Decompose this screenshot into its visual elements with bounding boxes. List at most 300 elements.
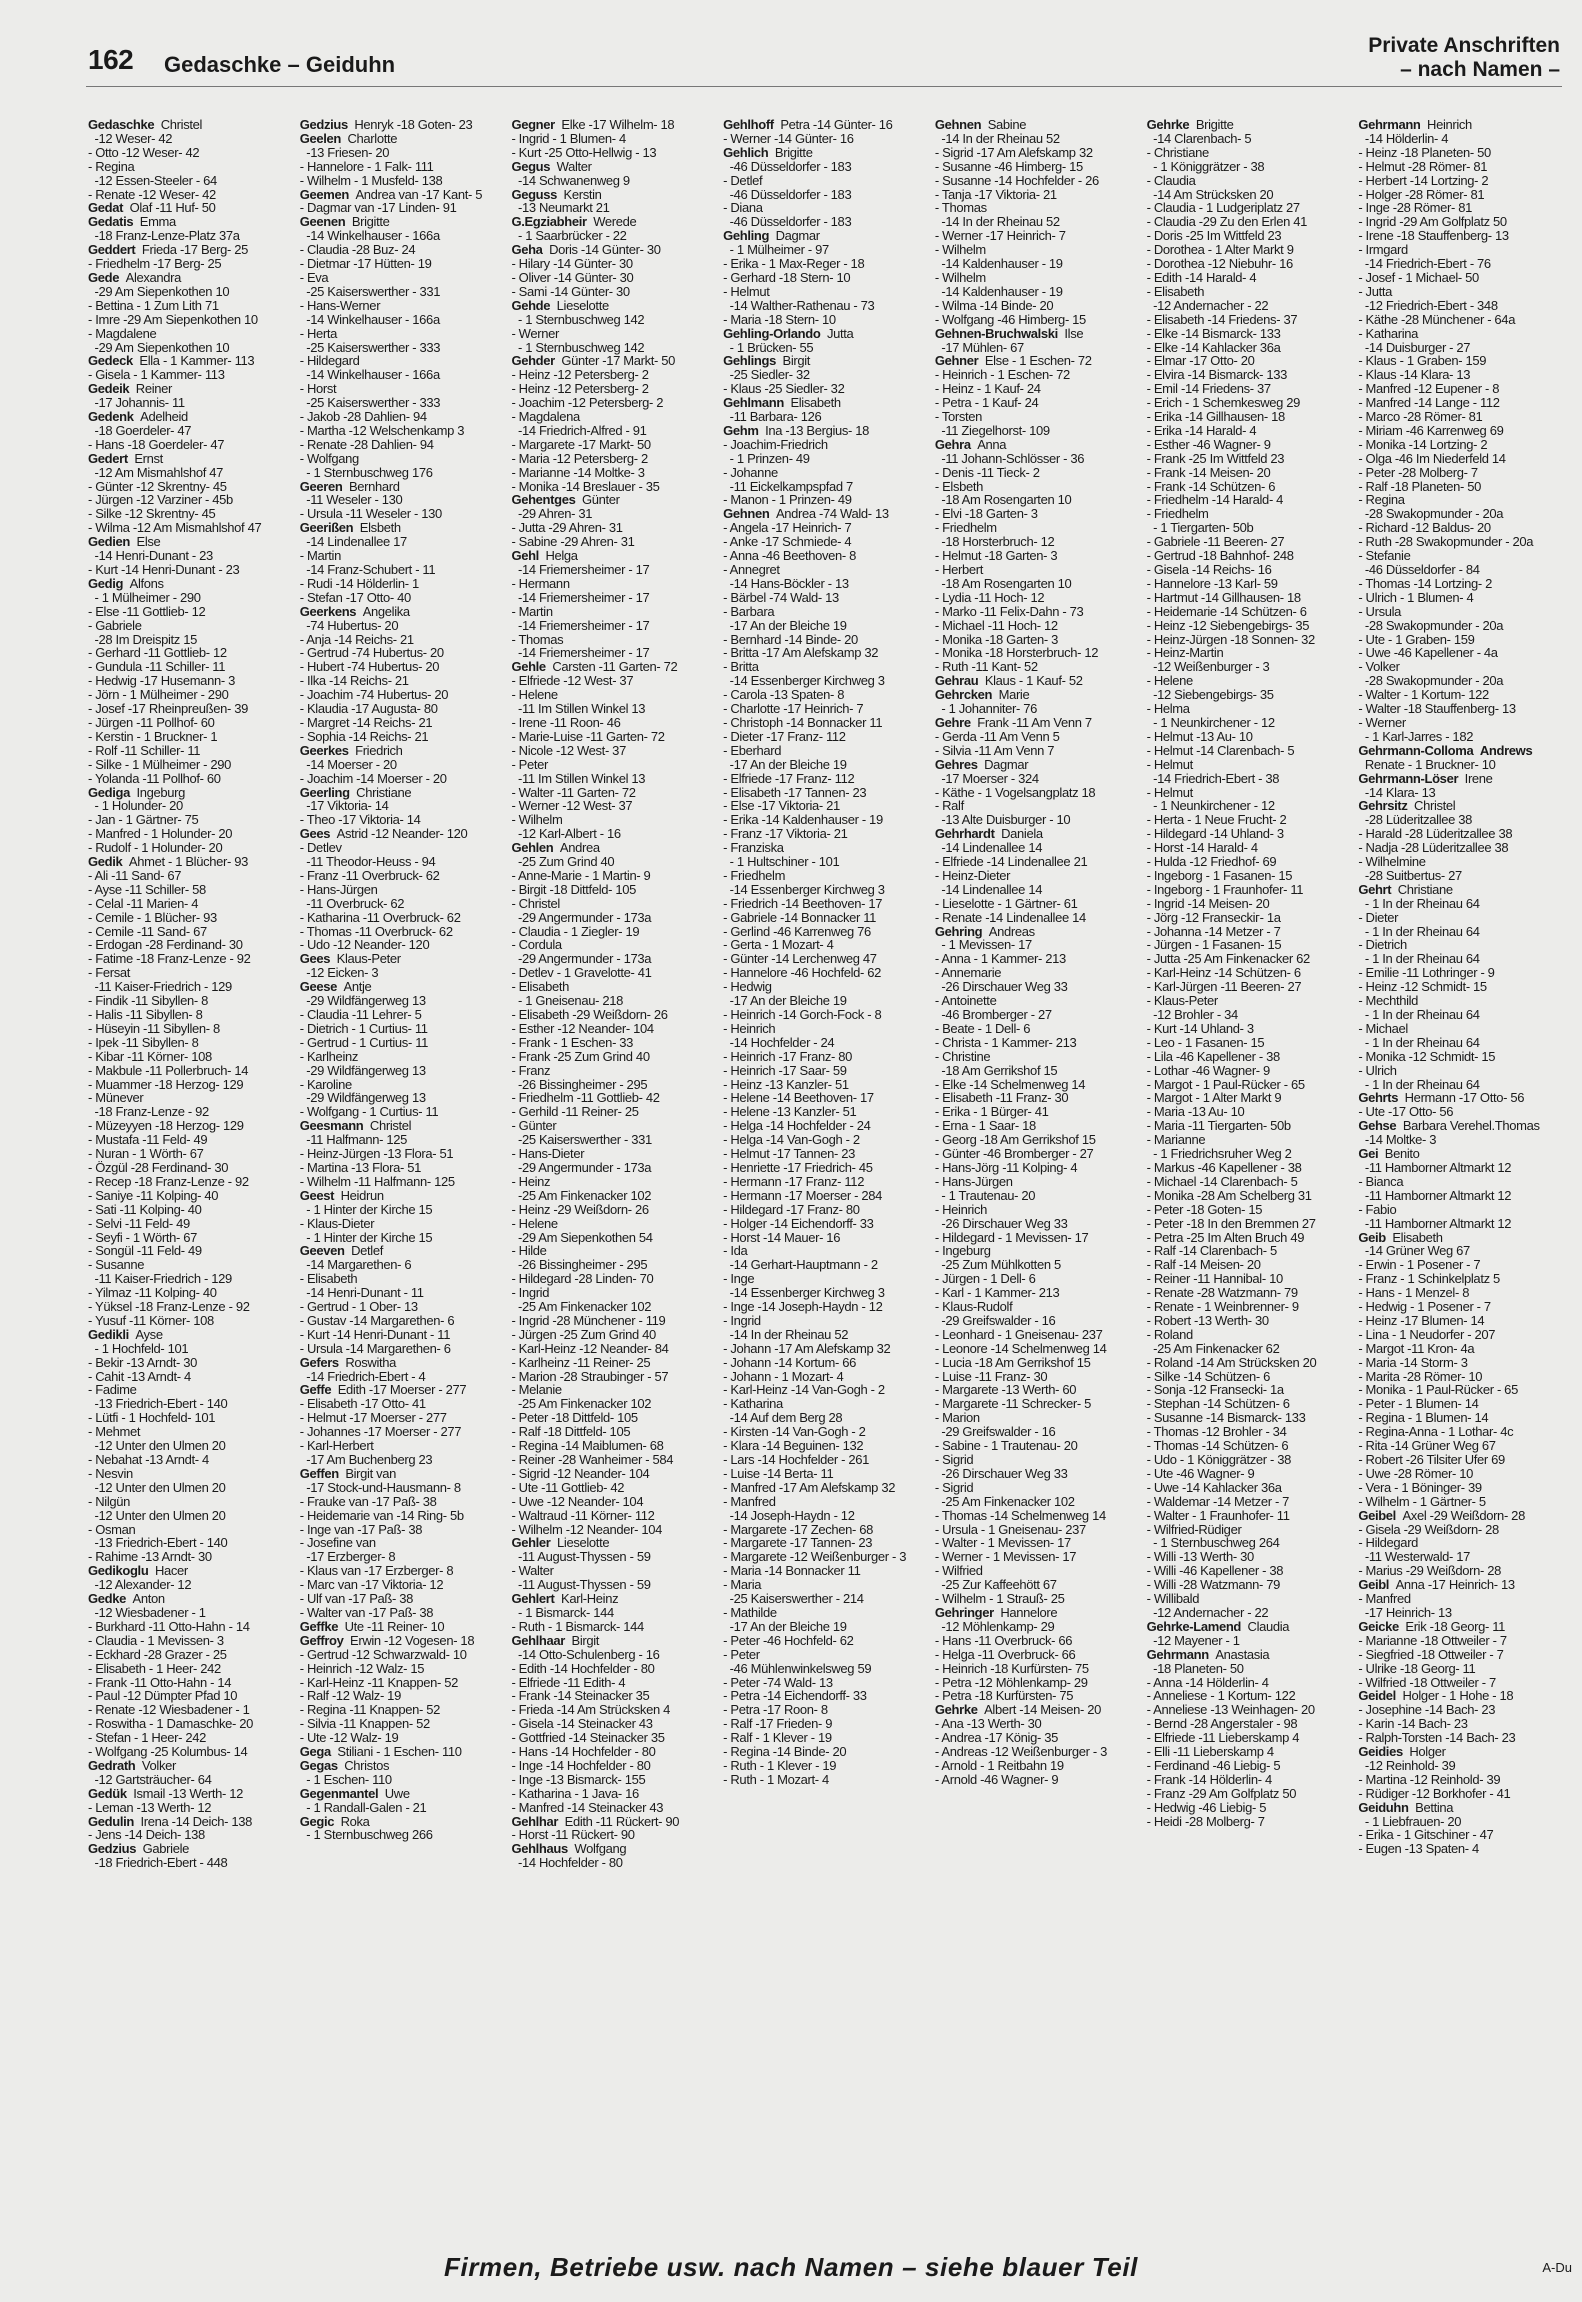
directory-entry: - Fersat (88, 965, 130, 981)
directory-entry: - Karl-Heinz -14 Van-Gogh - 2 (723, 1382, 885, 1398)
directory-entry: - Ralf - 1 Klever - 19 (723, 1730, 832, 1746)
directory-entry: - Fatime -18 Franz-Lenze - 92 (88, 951, 251, 967)
directory-entry: - Jutta -25 Am Finkenacker 62 (1146, 951, 1310, 967)
directory-entry: - Hilde (511, 1243, 547, 1259)
directory-entry: - Peter -18 In den Bremmen 27 (1146, 1215, 1316, 1231)
directory-entry: Geguss Kerstin (511, 186, 602, 202)
directory-entry: Gedke Anton (88, 1591, 165, 1607)
directory-entry: - Songül -11 Feld- 49 (88, 1243, 202, 1259)
directory-entry: - Elfriede -11 Lieberskamp 4 (1146, 1730, 1300, 1746)
directory-entry: - Walter - 1 Kortum- 122 (1358, 687, 1489, 703)
directory-entry: - Ute -46 Wagner- 9 (1146, 1465, 1255, 1481)
directory-entry: - 1 In der Rheinau 64 (1358, 1034, 1480, 1050)
directory-entry: -13 Alte Duisburger - 10 (934, 812, 1071, 828)
directory-entry: - Christiane (1146, 144, 1209, 160)
directory-entry: - Heinz -17 Blumen- 14 (1358, 1312, 1485, 1328)
directory-entry: - Yilmaz -11 Kolping- 40 (88, 1285, 217, 1301)
directory-entry: - Ayse -11 Schiller- 58 (88, 881, 206, 897)
directory-entry: -29 Am Siepenkothen 54 (511, 1229, 653, 1245)
directory-entry: - Jürgen -11 Pollhof- 60 (88, 714, 215, 730)
directory-entry: -14 Joseph-Haydn - 12 (723, 1507, 855, 1523)
directory-entry: - Willi -13 Werth- 30 (1146, 1549, 1254, 1565)
directory-entry: Geibl Anna -17 Heinrich- 13 (1358, 1577, 1515, 1593)
directory-entry: - Ute -17 Otto- 56 (1358, 1104, 1454, 1120)
directory-entry: -26 Dirschauer Weg 33 (934, 1465, 1068, 1481)
directory-entry: -14 Essenberger Kirchweg 3 (723, 1285, 885, 1301)
directory-entry: -17 An der Bleiche 19 (723, 993, 847, 1009)
directory-entry: - Susanne -14 Hochfelder - 26 (934, 172, 1099, 188)
directory-entry: - Heinz -13 Kanzler- 51 (723, 1076, 849, 1092)
directory-entry: - Jürgen - 1 Fasanen- 15 (1146, 937, 1282, 953)
directory-entry: - 1 Neunkirchener - 12 (1146, 714, 1275, 730)
directory-entry: -14 Moerser - 20 (299, 756, 397, 772)
directory-entry: - Yüksel -18 Franz-Lenze - 92 (88, 1299, 250, 1315)
directory-entry: - Silke -12 Skrentny- 45 (88, 506, 216, 522)
directory-entry: - Heinz-Jürgen -18 Sonnen- 32 (1146, 631, 1315, 647)
directory-entry: Gedzius Henryk -18 Goten- 23 (299, 118, 473, 132)
directory-entry: - Ida (723, 1243, 748, 1259)
directory-entry: - Jutta -29 Ahren- 31 (511, 520, 623, 536)
directory-entry: - Regina (88, 158, 135, 174)
directory-entry: - Walter -11 Garten- 72 (511, 784, 636, 800)
directory-entry: - Wilhelm - 1 Strauß- 25 (934, 1591, 1065, 1607)
directory-entry: - Bernhard -14 Binde- 20 (723, 631, 858, 647)
directory-entry: - Cemile - 1 Blücher- 93 (88, 909, 217, 925)
directory-entry: Gedikoglu Hacer (88, 1563, 188, 1579)
directory-entry: - 1 Königgrätzer - 38 (1146, 158, 1265, 174)
directory-entry: Gedatis Emma (88, 214, 176, 230)
directory-entry: - 1 Hinter der Kirche 15 (299, 1201, 433, 1217)
directory-entry: - Gerda -11 Am Venn 5 (934, 728, 1060, 744)
directory-entry: -18 Am Rosengarten 10 (934, 575, 1072, 591)
footer-note: Firmen, Betriebe usw. nach Namen – siehe blauer Teil (444, 2252, 1138, 2282)
directory-entry: - Josef -17 Rheinpreußen- 39 (88, 701, 249, 717)
directory-entry: - Waldemar -14 Metzer - 7 (1146, 1493, 1290, 1509)
directory-entry: - Robert -26 Tilsiter Ufer 69 (1358, 1452, 1505, 1467)
directory-entry: - Anja -14 Reichs- 21 (299, 631, 414, 647)
directory-entry: Gehm Ina -13 Bergius- 18 (723, 422, 870, 438)
directory-entry: - Margot - 1 Paul-Rücker - 65 (1146, 1076, 1305, 1092)
directory-entry: -14 Friedrich-Ebert - 76 (1358, 256, 1491, 272)
directory-entry: -12 Weser- 42 (88, 130, 173, 146)
directory-entry: -17 Mühlen- 67 (934, 339, 1024, 355)
directory-entry: -29 Wildfängerweg 13 (299, 993, 426, 1009)
directory-entry: - Hans-Jürgen (299, 881, 378, 897)
directory-entry: - Wilhelm - 1 Gärtner- 5 (1358, 1493, 1486, 1509)
directory-entry: Gehrsitz Christel (1358, 798, 1456, 814)
directory-entry: Gegas Christos (299, 1757, 390, 1773)
directory-entry: - Jürgen -12 Varziner - 45b (88, 492, 233, 508)
directory-entry: - Günter -12 Skrentny- 45 (88, 478, 227, 494)
directory-entry: - Yusuf -11 Körner- 108 (88, 1312, 214, 1328)
directory-entry: -11 Overbruck- 62 (299, 895, 405, 911)
directory-entry: - Christine (934, 1048, 991, 1064)
directory-entry: Geesmann Christel (299, 1118, 412, 1134)
directory-entry: Gehlert Karl-Heinz (511, 1591, 619, 1607)
directory-entry: - Helmut -28 Römer- 81 (1358, 158, 1488, 174)
directory-entry: - Silke -14 Schützen- 6 (1146, 1368, 1271, 1384)
directory-entry: - Holger -14 Eichendorff- 33 (723, 1215, 874, 1231)
directory-entry: - Monika -12 Schmidt- 15 (1358, 1048, 1496, 1064)
directory-entry: -14 Hochfelder - 80 (511, 1855, 623, 1871)
directory-entry: - Horst -11 Rückert- 90 (511, 1827, 635, 1843)
directory-entry: - Hannelore - 1 Falk- 111 (299, 158, 434, 174)
directory-entry: -11 Kaiser-Friedrich - 129 (88, 1271, 232, 1287)
directory-entry: - 1 Brücken- 55 (723, 339, 814, 355)
directory-entry: - Michael (1358, 1020, 1408, 1036)
directory-entry: -12 Mayener - 1 (1146, 1632, 1240, 1648)
directory-entry: - Ulrich - 1 Blumen- 4 (1358, 589, 1474, 605)
directory-entry: -12 Karl-Albert - 16 (511, 826, 621, 842)
directory-entry: - Margarete -17 Zechen- 68 (723, 1521, 874, 1537)
directory-entry: - Else -11 Gottlieb- 12 (88, 603, 206, 619)
directory-entry: - Mehmet (88, 1424, 141, 1440)
directory-entry: - Ralph-Torsten -14 Bach- 23 (1358, 1730, 1516, 1746)
directory-entry: - Elisabeth (1146, 283, 1205, 299)
directory-entry: -14 Henri-Dunant - 11 (299, 1285, 424, 1301)
directory-entry: - Klaus - 1 Graben- 159 (1358, 353, 1487, 369)
directory-entry: Gedat Olaf -11 Huf- 50 (88, 200, 216, 216)
directory-entry: - Inge -13 Bismarck- 155 (511, 1771, 646, 1787)
directory-entry: - 1 Mevissen- 17 (934, 937, 1032, 953)
directory-entry: - Josephine -14 Bach- 23 (1358, 1702, 1496, 1718)
directory-entry: - Helmut -17 Moerser - 277 (299, 1410, 447, 1426)
directory-entry: -17 An der Bleiche 19 (723, 756, 847, 772)
directory-entry: - Heinrich -12 Walz- 15 (299, 1660, 425, 1676)
directory-entry: - Helene -13 Kanzler- 51 (723, 1104, 857, 1120)
directory-entry: - Michael -11 Hoch- 12 (934, 617, 1058, 633)
directory-entry: - Nadja -28 Lüderitzallee 38 (1358, 840, 1509, 856)
directory-entry: - Wilhelm - 1 Musfeld- 138 (299, 172, 443, 188)
directory-entry: Gehle Carsten -11 Garten- 72 (511, 659, 678, 675)
directory-entry: Gegus Walter (511, 158, 592, 174)
directory-entry: - Manfred -12 Eupener - 8 (1358, 381, 1500, 397)
directory-entry: - 1 Karl-Jarres - 182 (1358, 728, 1474, 744)
directory-entry: -29 Greifswalder - 16 (934, 1312, 1056, 1328)
directory-entry: - Elisabeth -17 Otto- 41 (299, 1396, 426, 1412)
page-number: 162 (88, 44, 134, 75)
directory-entry: - Wilfried -18 Ottweiler - 7 (1358, 1674, 1496, 1690)
directory-entry: - Ruth -28 Swakopmunder - 20a (1358, 534, 1534, 550)
directory-entry: Gehlhaar Birgit (511, 1632, 600, 1648)
directory-entry: - Jakob -28 Dahlien- 94 (299, 409, 427, 425)
directory-entry: -14 Henri-Dunant - 23 (88, 548, 213, 564)
directory-entry: -46 Düsseldorfer - 183 (723, 158, 852, 174)
directory-entry: - Helmut (1146, 784, 1193, 800)
directory-entry: Gedzius Gabriele (88, 1841, 189, 1857)
directory-entry: - Heinz -18 Planeten- 50 (1358, 144, 1491, 160)
directory-entry: - Friedhelm -11 Gottlieb- 42 (511, 1090, 660, 1106)
directory-entry: Gegner Elke -17 Wilhelm- 18 (511, 118, 675, 132)
directory-entry: - Arnold -46 Wagner- 9 (934, 1771, 1059, 1787)
directory-entry: - 1 Randall-Galen - 21 (299, 1799, 427, 1815)
directory-entry: - Volker (1358, 659, 1400, 675)
directory-entry: Geffroy Erwin -12 Vogesen- 18 (299, 1632, 475, 1648)
directory-entry: - Sigrid (934, 1452, 974, 1467)
directory-entry: - Gerta - 1 Mozart- 4 (723, 937, 834, 953)
directory-entry: Geddert Frieda -17 Berg- 25 (88, 242, 249, 258)
directory-entry: - Wilfried (934, 1563, 983, 1579)
directory-entry: - Franz -11 Overbruck- 62 (299, 867, 440, 883)
directory-entry: - Irene -18 Stauffenberg- 13 (1358, 228, 1509, 244)
directory-entry: - Helene (511, 1215, 558, 1231)
directory-entry: - Joachim -14 Moerser - 20 (299, 770, 447, 786)
directory-entry: - Ruth -11 Kant- 52 (934, 659, 1038, 675)
directory-entry: -28 Lüderitzallee 38 (1358, 812, 1473, 828)
directory-entry: - Dagmar van -17 Linden- 91 (299, 200, 457, 216)
directory-entry: - Bekir -13 Arndt- 30 (88, 1354, 197, 1370)
directory-entry: -25 Kaiserswerther - 333 (299, 395, 441, 411)
directory-entry: -28 Swakopmunder - 20a (1358, 506, 1504, 522)
directory-entry: - Gisela - 1 Kammer- 113 (88, 367, 225, 383)
directory-entry: - Christa - 1 Kammer- 213 (934, 1034, 1077, 1050)
directory-entry: Geha Doris -14 Günter- 30 (511, 242, 661, 258)
directory-entry: Gehl Helga (511, 548, 578, 564)
directory-entry: - Ingrid (511, 1285, 550, 1301)
directory-entry: - Karoline (299, 1076, 352, 1092)
directory-entry: - Selvi -11 Feld- 49 (88, 1215, 190, 1231)
directory-entry: - Elisabeth (299, 1271, 358, 1287)
directory-entry: - Cahit -13 Arndt- 4 (88, 1368, 191, 1384)
directory-entry: - Karlheinz -11 Reiner- 25 (511, 1354, 651, 1370)
directory-entry: - Klaus-Peter (1146, 993, 1218, 1009)
directory-entry: - Manfred (723, 1493, 776, 1509)
directory-entry: - Josef - 1 Michael- 50 (1358, 269, 1479, 285)
directory-entry: -12 Eicken- 3 (299, 965, 379, 981)
directory-entry: -14 Grüner Weg 67 (1358, 1243, 1470, 1259)
directory-entry: - Sami -14 Günter- 30 (511, 283, 630, 299)
directory-entry: - 1 In der Rheinau 64 (1358, 1076, 1480, 1092)
directory-entry: - Renate - 1 Weinbrenner- 9 (1146, 1299, 1299, 1315)
directory-entry: Gedikli Ayse (88, 1326, 163, 1342)
directory-entry: - Klaus-Dieter (299, 1215, 375, 1231)
directory-entry: - Erika - 1 Gitschiner - 47 (1358, 1827, 1494, 1843)
directory-entry: - Marion -28 Straubinger - 57 (511, 1368, 669, 1384)
directory-entry: - Maria (723, 1577, 762, 1593)
directory-entry: - Elfriede -17 Franz- 112 (723, 770, 855, 786)
directory-entry: - 1 In der Rheinau 64 (1358, 951, 1480, 967)
directory-entry: -14 Am Strücksken 20 (1146, 186, 1274, 202)
directory-entry: - Elfriede -11 Edith- 4 (511, 1674, 626, 1690)
directory-entry: - Sabine -29 Ahren- 31 (511, 534, 635, 550)
directory-entry: - Elfriede -14 Lindenallee 21 (934, 854, 1088, 870)
directory-entry: - Heinrich (723, 1020, 776, 1036)
directory-entry: - Recep -18 Franz-Lenze - 92 (88, 1173, 249, 1189)
directory-entry: -14 Kaldenhauser - 19 (934, 283, 1063, 299)
directory-entry: - Werner - 1 Mevissen- 17 (934, 1549, 1077, 1565)
directory-entry: - Udo -12 Neander- 120 (299, 937, 430, 953)
directory-entry: -11 Hamborner Altmarkt 12 (1358, 1187, 1512, 1203)
directory-entry: - Kurt -25 Otto-Hellwig - 13 (511, 144, 657, 160)
directory-entry: - Susanne -46 Himberg- 15 (934, 158, 1083, 174)
directory-entry: - Thomas -12 Brohler - 34 (1146, 1424, 1287, 1440)
directory-entry: - Helene -14 Beethoven- 17 (723, 1090, 874, 1106)
directory-entry: -25 Am Finkenacker 102 (511, 1187, 652, 1203)
directory-entry: - Heinz -29 Weißdorn- 26 (511, 1201, 649, 1217)
directory-entry: - 1 Mülheimer - 97 (723, 242, 829, 258)
directory-entry: - Anne-Marie - 1 Martin- 9 (511, 867, 651, 883)
directory-entry: - Erich - 1 Schemkesweg 29 (1146, 395, 1301, 411)
directory-entry: Geerling Christiane (299, 784, 412, 800)
directory-entry: Geidies Holger (1358, 1744, 1446, 1760)
directory-entry: -12 Gartsträucher- 64 (88, 1771, 212, 1787)
directory-entry: - Hannelore -13 Karl- 59 (1146, 575, 1278, 591)
directory-entry: - Hildegard -14 Uhland- 3 (1146, 826, 1284, 842)
directory-entry: - Eugen -13 Spaten- 4 (1358, 1841, 1479, 1857)
directory-entry: - Dieter (1358, 909, 1399, 925)
directory-entry: -29 Angermunder - 173a (511, 909, 652, 925)
directory-entry: - Miriam -46 Karrenweg 69 (1358, 422, 1504, 438)
directory-entry: Geerkes Friedrich (299, 742, 403, 758)
directory-entry: - Hans -14 Hochfelder - 80 (511, 1744, 656, 1760)
directory-entry: - 1 In der Rheinau 64 (1358, 923, 1480, 939)
directory-entry: - Erika - 1 Bürger- 41 (934, 1104, 1049, 1120)
directory-entry: Gedik Ahmet - 1 Blücher- 93 (88, 854, 248, 870)
directory-entry: - Rudolf - 1 Holunder- 20 (88, 840, 223, 856)
directory-entry: - Margot -11 Kron- 4a (1358, 1340, 1475, 1356)
directory-entry: - Marie-Luise -11 Garten- 72 (511, 728, 665, 744)
directory-entry: - Peter (723, 1646, 760, 1662)
directory-entry: - Hulda -12 Friedhof- 69 (1146, 854, 1277, 870)
directory-entry: - Inge van -17 Paß- 38 (299, 1521, 423, 1537)
directory-entry: - Jörg -12 Franseckiг- 1a (1146, 909, 1281, 925)
directory-entry: - Dorothea - 1 Alter Markt 9 (1146, 242, 1294, 258)
directory-entry: - Peter -46 Hochfeld- 62 (723, 1632, 854, 1648)
directory-entry: - Dorothea -12 Niebuhr- 16 (1146, 256, 1293, 272)
directory-entry: Gede Alexandra (88, 269, 182, 285)
directory-entry: - Torsten (934, 409, 983, 425)
directory-entry: Gehlhoff Petra -14 Günter- 16 (723, 118, 893, 132)
directory-entry: - Käthe - 1 Vogelsangplatz 18 (934, 784, 1096, 800)
directory-entry: - Helga -14 Hochfelder - 24 (723, 1118, 871, 1134)
directory-entry: Geerkens Angelika (299, 603, 410, 619)
directory-entry: -18 Friedrich-Ebert - 448 (88, 1855, 228, 1871)
directory-entry: -11 Eickelkampspfad 7 (723, 478, 853, 494)
directory-entry: - Karl-Heinz -11 Knappen- 52 (299, 1674, 459, 1690)
directory-entry: - Lars -14 Hochfelder - 261 (723, 1452, 870, 1467)
directory-entry: - Helmut -18 Garten- 3 (934, 548, 1058, 564)
directory-entry: - Ilka -14 Reichs- 21 (299, 673, 409, 689)
directory-entry: - Friedhelm (1146, 506, 1209, 522)
directory-entry: - 1 Prinzen- 49 (723, 450, 810, 466)
directory-entry: - Carola -13 Spaten- 8 (723, 687, 845, 703)
directory-entry: - Inge -28 Römer- 81 (1358, 200, 1472, 216)
directory-entry: - Cordula (511, 937, 562, 953)
directory-entry: - Margarete -12 Weißenburger - 3 (723, 1549, 907, 1565)
directory-entry: Gehlich Brigitte (723, 144, 813, 160)
directory-entry: - Peter -18 Dittfeld- 105 (511, 1410, 638, 1426)
directory-entry: -29 Am Siepenkothen 10 (88, 339, 230, 355)
directory-entry: - Karl-Heinz -14 Schützen- 6 (1146, 965, 1301, 981)
directory-entry: - Ingrid (723, 1312, 761, 1328)
directory-entry: - Gertrud -74 Hubertus- 20 (299, 645, 444, 661)
directory-column (300, 118, 504, 2208)
directory-entry: - Werner (511, 325, 559, 341)
directory-entry: -29 Wildfängerweg 13 (299, 1090, 426, 1106)
directory-entry: - Ralf -14 Meisen- 20 (1146, 1257, 1261, 1273)
directory-entry: -17 An der Bleiche 19 (723, 617, 847, 633)
directory-entry: -29 Ahren- 31 (511, 506, 593, 522)
directory-entry: - Eckhard -28 Grazer - 25 (88, 1646, 227, 1662)
directory-entry: - Esther -12 Neander- 104 (511, 1020, 654, 1036)
directory-entry: - Heinz-Dieter (934, 867, 1011, 883)
directory-entry: Gehler Lieselotte (511, 1535, 610, 1551)
directory-entry: - Maria -14 Storm- 3 (1358, 1354, 1468, 1370)
directory-entry: - Friedhelm -14 Harald- 4 (1146, 492, 1284, 508)
directory-entry: - Klara -14 Beguinen- 132 (723, 1438, 864, 1454)
directory-entry: - Manfred -14 Lange - 112 (1358, 395, 1500, 411)
directory-entry: Gehlings Birgit (723, 353, 811, 369)
directory-column (723, 118, 927, 2208)
directory-entry: - Hermann -17 Franz- 112 (723, 1173, 865, 1189)
page-footer (0, 2240, 1582, 2290)
directory-entry: - Anna -14 Hölderlin- 4 (1146, 1674, 1269, 1690)
directory-entry: - Helga -11 Overbruck- 66 (934, 1646, 1076, 1662)
directory-entry: - Frank -14 Hölderlin- 4 (1146, 1771, 1272, 1787)
directory-entry: - Renate -12 Weser- 42 (88, 186, 216, 202)
directory-entry: - Hildegard -17 Franz- 80 (723, 1201, 860, 1217)
directory-entry: - Gisela -14 Reichs- 16 (1146, 562, 1272, 577)
directory-entry: -12 Brohler - 34 (1146, 1007, 1238, 1022)
directory-entry: - Gerhard -18 Stern- 10 (723, 269, 851, 285)
directory-entry: Geicke Erik -18 Georg- 11 (1358, 1618, 1506, 1634)
directory-entry: - Johanne (723, 464, 778, 480)
directory-entry: - Ulrike -18 Georg- 11 (1358, 1660, 1476, 1676)
directory-entry: - 1 In der Rheinau 64 (1358, 1007, 1480, 1022)
directory-entry: - Jens -14 Deich- 138 (88, 1827, 205, 1843)
directory-entry: - Marco -28 Römer- 81 (1358, 409, 1483, 425)
directory-entry: -14 Schwanenweg 9 (511, 172, 630, 188)
directory-entry: - Elke -14 Bismarck- 133 (1146, 325, 1281, 341)
directory-entry: - Leonore -14 Schelmenweg 14 (934, 1340, 1107, 1356)
directory-entry: - Hedwig -17 Husemann- 3 (88, 673, 235, 689)
directory-entry: -12 Weißenburger - 3 (1146, 659, 1270, 675)
directory-entry: - Vera - 1 Böninger- 39 (1358, 1479, 1482, 1495)
directory-entry: - Andreas -12 Weißenburger - 3 (934, 1744, 1107, 1760)
directory-entry: -12 Wiesbadener - 1 (88, 1604, 206, 1620)
directory-entry: -18 Planeten- 50 (1146, 1660, 1244, 1676)
directory-entry: - Wilhelmine (1358, 854, 1426, 870)
directory-entry: - Lothar -46 Wagner- 9 (1146, 1062, 1270, 1078)
directory-entry: -11 August-Thyssen - 59 (511, 1549, 651, 1565)
directory-entry: - Heinz-Jürgen -13 Flora- 51 (299, 1146, 454, 1162)
directory-entry: - Wolfgang (299, 450, 359, 466)
page-name-range: Gedaschke – Geiduhn (164, 52, 396, 77)
directory-entry: - Heinz - 1 Kauf- 24 (934, 381, 1041, 397)
directory-entry: - Margarete -17 Tannen- 23 (723, 1535, 873, 1551)
directory-entry: - 1 In der Rheinau 64 (1358, 895, 1480, 911)
directory-entry: - Leman -13 Werth- 12 (88, 1799, 212, 1815)
directory-entry: - Frank -14 Meisen- 20 (1146, 464, 1271, 480)
directory-entry: - Gabriele -11 Beeren- 27 (1146, 534, 1285, 550)
directory-entry: - Frank -14 Steinacker 35 (511, 1688, 650, 1704)
directory-entry: -14 Friedrich-Ebert - 38 (1146, 770, 1280, 786)
directory-entry: - Paul -12 Dümpter Pfad 10 (88, 1688, 238, 1704)
directory-entry: - Hans -11 Overbruck- 66 (934, 1632, 1073, 1648)
directory-entry: - Reiner -11 Hannibal- 10 (1146, 1271, 1283, 1287)
directory-entry: -17 Johannis- 11 (88, 395, 185, 411)
directory-entry: - Lydia -11 Hoch- 12 (934, 589, 1045, 605)
directory-entry: - Christoph -14 Bonnacker 11 (723, 714, 883, 730)
directory-entry: - Sonja -12 Fransecki- 1a (1146, 1382, 1284, 1398)
directory-entry: - Sigrid (934, 1479, 974, 1495)
directory-entry: - Johann -14 Kortum- 66 (723, 1354, 857, 1370)
directory-entry: - Walter - 1 Mevissen- 17 (934, 1535, 1071, 1551)
directory-entry: Geffke Ute -11 Reiner- 10 (299, 1618, 445, 1634)
directory-entry: - Marc van -17 Viktoria- 12 (299, 1577, 444, 1593)
directory-entry: - Helmut -17 Tannen- 23 (723, 1146, 856, 1162)
directory-entry: - Karl - 1 Kammer- 213 (934, 1285, 1060, 1301)
